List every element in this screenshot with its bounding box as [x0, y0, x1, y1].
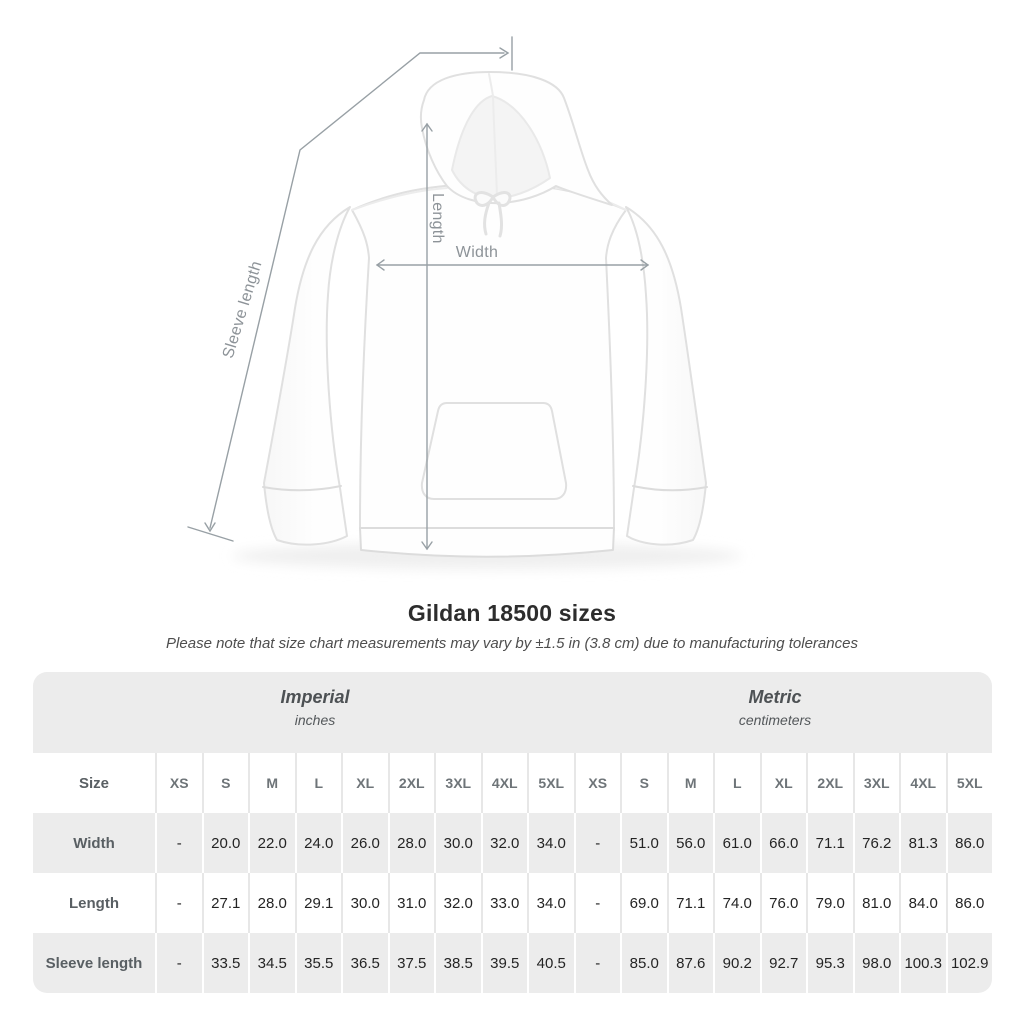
value-cell-metric: 86.0 [946, 873, 993, 933]
value-cell-metric: 81.0 [853, 873, 900, 933]
value-cell-metric: 69.0 [620, 873, 667, 933]
sleeve-length-label: Sleeve length [219, 258, 266, 361]
value-cell-imperial: 30.0 [434, 813, 481, 873]
row-label: Width [33, 813, 155, 873]
column-header-imperial: 5XL [527, 753, 574, 813]
hoodie-hem-band [360, 528, 614, 557]
value-cell-metric: - [574, 933, 621, 993]
value-cell-imperial: 26.0 [341, 813, 388, 873]
value-cell-metric: 92.7 [760, 933, 807, 993]
value-cell-metric: - [574, 873, 621, 933]
row-label: Sleeve length [33, 933, 155, 993]
hoodie-pocket [422, 403, 566, 499]
value-cell-metric: 56.0 [667, 813, 714, 873]
column-header-imperial: M [248, 753, 295, 813]
value-cell-imperial: 32.0 [481, 813, 528, 873]
value-cell-metric: 85.0 [620, 933, 667, 993]
value-cell-metric: 102.9 [946, 933, 993, 993]
value-cell-imperial: 32.0 [434, 873, 481, 933]
value-cell-metric: 71.1 [667, 873, 714, 933]
value-cell-metric: 84.0 [899, 873, 946, 933]
value-cell-metric: 81.3 [899, 813, 946, 873]
column-header-metric: XL [760, 753, 807, 813]
value-cell-imperial: 34.0 [527, 813, 574, 873]
value-cell-metric: 74.0 [713, 873, 760, 933]
caption [0, 600, 1024, 652]
column-header-imperial: XL [341, 753, 388, 813]
value-cell-metric: 76.0 [760, 873, 807, 933]
column-header-metric: XS [574, 753, 621, 813]
column-header-metric: 3XL [853, 753, 900, 813]
value-cell-metric: 100.3 [899, 933, 946, 993]
value-cell-imperial: 38.5 [434, 933, 481, 993]
value-cell-imperial: 28.0 [388, 813, 435, 873]
size-chart-grid [33, 753, 992, 993]
value-cell-metric: 61.0 [713, 813, 760, 873]
value-cell-imperial: 34.5 [248, 933, 295, 993]
value-cell-imperial: - [155, 873, 202, 933]
column-header-metric: 2XL [806, 753, 853, 813]
value-cell-imperial: 20.0 [202, 813, 249, 873]
value-cell-metric: 71.1 [806, 813, 853, 873]
width-label: Width [455, 244, 499, 261]
value-cell-metric: 66.0 [760, 813, 807, 873]
value-cell-metric: 98.0 [853, 933, 900, 993]
value-cell-imperial: - [155, 933, 202, 993]
value-cell-imperial: 35.5 [295, 933, 342, 993]
value-cell-metric: 79.0 [806, 873, 853, 933]
imperial-sublabel: inches [294, 712, 336, 728]
column-header-imperial: XS [155, 753, 202, 813]
value-cell-metric: - [574, 813, 621, 873]
value-cell-imperial: 27.1 [202, 873, 249, 933]
value-cell-imperial: 34.0 [527, 873, 574, 933]
column-header-metric: 4XL [899, 753, 946, 813]
value-cell-metric: 90.2 [713, 933, 760, 993]
imperial-unit-group [280, 687, 349, 729]
metric-unit-group [739, 687, 811, 729]
imperial-label: Imperial [280, 687, 350, 707]
value-cell-imperial: 37.5 [388, 933, 435, 993]
value-cell-imperial: 29.1 [295, 873, 342, 933]
value-cell-imperial: 33.0 [481, 873, 528, 933]
value-cell-imperial: 33.5 [202, 933, 249, 993]
column-header-metric: L [713, 753, 760, 813]
page-title: Gildan 18500 sizes [407, 600, 617, 626]
value-cell-metric: 86.0 [946, 813, 993, 873]
metric-sublabel: centimeters [738, 712, 812, 728]
value-cell-imperial: 36.5 [341, 933, 388, 993]
hoodie-left-sleeve [264, 207, 350, 545]
value-cell-imperial: 40.5 [527, 933, 574, 993]
column-header-metric: S [620, 753, 667, 813]
metric-label: Metric [748, 687, 802, 707]
row-label: Length [33, 873, 155, 933]
value-cell-imperial: - [155, 813, 202, 873]
value-cell-metric: 95.3 [806, 933, 853, 993]
value-cell-imperial: 31.0 [388, 873, 435, 933]
column-header-metric: 5XL [946, 753, 993, 813]
size-chart-table [33, 672, 992, 993]
column-header-imperial: 2XL [388, 753, 435, 813]
unit-band [33, 672, 992, 753]
value-cell-imperial: 30.0 [341, 873, 388, 933]
length-label: Length [429, 193, 446, 244]
column-header-imperial: S [202, 753, 249, 813]
value-cell-metric: 87.6 [667, 933, 714, 993]
value-cell-imperial: 24.0 [295, 813, 342, 873]
value-cell-imperial: 28.0 [248, 873, 295, 933]
tolerance-note: Please note that size chart measurements may vary by ±1.5 in (3.8 cm) due to manufacturing tolerances [166, 635, 858, 652]
value-cell-imperial: 22.0 [248, 813, 295, 873]
value-cell-imperial: 39.5 [481, 933, 528, 993]
column-header-imperial: 4XL [481, 753, 528, 813]
value-cell-metric: 76.2 [853, 813, 900, 873]
column-header-imperial: L [295, 753, 342, 813]
column-header-size: Size [33, 753, 155, 813]
column-header-imperial: 3XL [434, 753, 481, 813]
value-cell-metric: 51.0 [620, 813, 667, 873]
hoodie-right-sleeve [626, 207, 706, 545]
column-header-metric: M [667, 753, 714, 813]
